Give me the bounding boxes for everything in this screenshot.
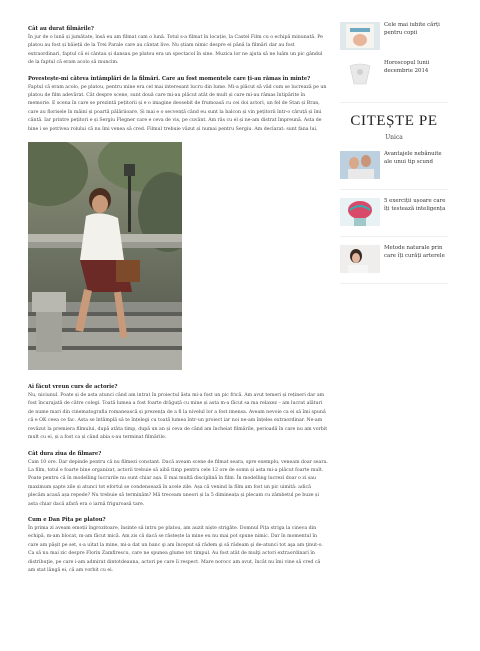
woman-thumb: [340, 245, 380, 273]
couple-thumb: [340, 151, 380, 179]
answer-paragraph: Cam 10 ore. Dar depinde pentru că nu filmezi constant. Dacă aveam scene de filmat seara, spre exemplu, veneam doar seara. La film, totul e foarte bine organizat, actorii trebuie să aibă timp pentru cele 12 ore de somn și asta mi-a plăcut foarte mult. Poate pentru că în modelling lucrurile nu sunt chiar așa. E mai multă disciplină în film. În modelling lucrezi doar o zi sau maximum șapte zile și atunci tot efortul se condensează în acele zile. Așa că venind la film am fost un pic uimită: adică plecăm acasă așa repede? Nu trebuie să terminăm? Mă treceam uneori și la 5 dimineața și plecam cu zâmbetul pe buze și asta chiar dacă afară era o iarnă friguroasă tare.: [28, 459, 328, 507]
question-heading: Cât dura ziua de filmare?: [28, 450, 102, 457]
divider: [340, 236, 448, 237]
answer-paragraph: Nu, niciunul. Poate și de asta atunci când am intrat în proiectul ăsta mi-a fost un pic frică. Am avut temeri și rețineri dar am fost încurajată de către colegi. Toată lumea a fost foarte drăguță cu mine și asta m-a făcut sa ma relaxez – am lucrat alături de nume mari din cinematografia romanească și prezența de a fi la nivelul lor a fost imensa. Aveam nevoie ca ei să îmi spună că e OK ceea ce fac. Asta se întâmplă să te înțelegi cu toată lumea într-un proiect iar noi ne-am înțeles extraordinar. Ne-am revăzut la premiera filmului, după atâta timp, după un an și ceva de când am încheiat filmările, perioadă în care nu am vorbit mult cu ei, și a fost ca și când abia s-au terminat filmările.: [28, 393, 328, 441]
brain-thumb: [340, 198, 380, 226]
sidebar-link-text[interactable]: Metode naturale prin care îți curăți arterele: [384, 245, 445, 259]
sidebar-link-item[interactable]: [340, 198, 448, 226]
sidebar-top-list: [340, 22, 448, 103]
sidebar-link-item[interactable]: [340, 151, 448, 179]
answer-paragraph: În jur de o lună și jumătate, însă eu am filmat cam o lună. Totul s-a filmat în locație, la Castel Film cu o echipă minunată. Pe platou au fost și băieții de la Trei Parale care au cântat live. Nu știam nimic despre ei până la filmări dar au fost extraordinari, faptul că ei cântau și dansau pe platou era un spectacol în sine. Muzica lor ne ajuta să ne luăm un pic gândul de la faptul că eram acolo să muncim.: [28, 35, 323, 66]
article-photo: [28, 142, 182, 370]
woman-on-stairs-photo: [28, 142, 182, 370]
sidebar-link-text[interactable]: Avantajele nebănuite ale unui tip scund: [384, 151, 442, 165]
sidebar-section-subtitle[interactable]: Unica: [385, 134, 403, 141]
question-heading: Cum e Dan Pița pe platou?: [28, 516, 106, 523]
sidebar-link-text[interactable]: Cele mai iubite cărți pentru copii: [384, 22, 440, 36]
answer-paragraph: În prima zi aveam emoții îngrozitoare, însinte să intru pe platou, am auzit niște strigăte. Domnul Pița striga la cineva din echipă, m-am blocat, m-am făcut mică. Am zis că dacă se răstește la mine eu nu mai pot spune nimic. Dar în momentul în care am păşit pe set, s-a uitat la mine, mi-a dat un banc şi am început să râdem şi să râdeam şi de-atunci tot aşa am ţinut-o. Ca să nu mai zic despre Florin Zamfirescu, care ne spunea glume tot timpul. Au fost atât de mulţi actori extraordinari în distribuţie, pe care i-am admirat dintotdeauna, actori pe care îi respect. Mare norocc am avut, încât nu îmi vine să cred că am stat lângă ei, că am vorbit cu ei.: [28, 525, 323, 573]
sidebar-link-text[interactable]: 5 exerciții ușoare care îți testează inteligența: [384, 198, 446, 212]
sidebar-link-item[interactable]: [340, 60, 448, 88]
answer-paragraph: Faptul că eram acolo, pe platou, pentru mine era cel mai interesant lucru din lume. Mi-a plăcut să văd cum se lucrează pe un platou de film adevărat. Cât despre scene, sunt două care mi-au plăcut atât de mult și care mi-au rămas întipărite în memorie. E scena în care se prezintă pețitorii și e o imagine deosebit de frumoasă cu cei doi actori, un fel de Stan și Bran, care au florisele în mâini și poartă pălăriioare. Și mai e o secvență când eu sunt la balcon și vin pețitorii într-o căruță și îmi cântă. Iar printre pețitori e și Sergiu Flegner care e ceva de vis, pe cuvânt. Am râs cu el și ne-am distrat împreună. Asta de bine i se potrivea rolului că nu îmi venea să cred. Filmul trebuie văzut și numai pentru Sergiu. Am declarat: sunt fana lui.: [28, 84, 327, 132]
divider: [340, 283, 448, 284]
divider: [340, 189, 448, 190]
sidebar-link-item[interactable]: [340, 22, 448, 50]
sidebar: [340, 22, 448, 292]
question-heading: Ai făcut vreun curs de actorie?: [28, 384, 118, 391]
sidebar-link-item[interactable]: [340, 245, 448, 273]
sidebar-link-text[interactable]: Horoscopul lunii decembrie 2014: [384, 60, 430, 74]
question-heading: Povestește-mi câteva întâmplări de la filmări. Care au fost momentele care ți-au rămas în minte?: [28, 75, 311, 82]
horoscope-thumb: [340, 60, 380, 88]
question-heading: Cât au durat filmările?: [28, 26, 94, 32]
magazine-thumb: [340, 22, 380, 50]
article-body: [28, 26, 328, 583]
sidebar-section-title: CITEȘTE PE: [350, 113, 438, 129]
